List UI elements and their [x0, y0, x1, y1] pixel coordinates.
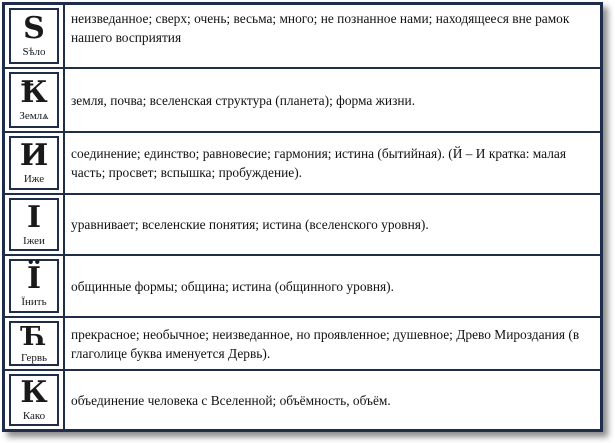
glyph-cell: [5, 133, 65, 193]
letter-tile: [9, 374, 59, 426]
meaning-text: объединение человека с Вселенной; объёмность, объём.: [71, 392, 391, 408]
letter-glyph: Ї: [26, 261, 42, 296]
alphabet-table: [2, 2, 603, 432]
meaning-text: соединение; единство; равновесие; гармония; истина (бытийная). (Й – И кратка: малая часть; просвет; вспышка; пробуждение).: [71, 146, 567, 180]
letter-glyph: Ꝁ: [20, 75, 48, 110]
glyph-cell: [5, 195, 65, 254]
table-row: [5, 5, 600, 67]
glyph-cell: [5, 318, 65, 369]
letter-tile: [9, 259, 59, 313]
table-row: [5, 256, 600, 316]
letter-tile: [9, 321, 59, 366]
letter-glyph: І: [26, 199, 42, 235]
letter-name: Гервь: [20, 351, 48, 364]
letter-name: Иже: [23, 173, 45, 185]
table-row: [5, 133, 600, 193]
letter-name: Іжеи: [23, 234, 45, 247]
glyph-cell: [5, 69, 65, 131]
table-row: [5, 195, 600, 254]
meaning-text: уравнивает; вселенские понятия; истина (вселенского уровня).: [71, 217, 429, 232]
glyph-cell: [5, 371, 65, 429]
letter-tile: [9, 8, 59, 64]
letter-name: Землѧ: [19, 110, 49, 122]
letter-tile: [9, 72, 59, 128]
meaning-text: прекрасное; необычное; неизведанное, но проявленное; душевное; Древо Мироздания (в глаголице буква именуется Дервь).: [71, 326, 580, 361]
letter-name: Како: [22, 410, 46, 422]
meaning-text: неизведанное; сверх; очень; весьма; много; не познанное нами; находящееся вне рамок нашего восприятия: [71, 11, 570, 45]
letter-tile: [9, 198, 59, 251]
meaning-text: земля, почва; вселенская структура (планета); форма жизни.: [71, 92, 416, 108]
letter-glyph: И: [19, 138, 49, 173]
table-row: [5, 318, 600, 369]
letter-name: Sѣло: [22, 46, 46, 58]
meaning-text: общинные формы; община; истина (общинного уровня).: [71, 278, 394, 294]
table-row: [5, 371, 600, 429]
letter-tile: [9, 136, 59, 190]
letter-glyph: К: [20, 375, 48, 410]
glyph-cell: [5, 256, 65, 316]
letter-name: Їнить: [21, 296, 47, 308]
letter-glyph: S: [23, 11, 45, 46]
table-row: [5, 69, 600, 131]
glyph-cell: [5, 5, 65, 67]
letter-glyph: Ћ: [21, 321, 47, 352]
